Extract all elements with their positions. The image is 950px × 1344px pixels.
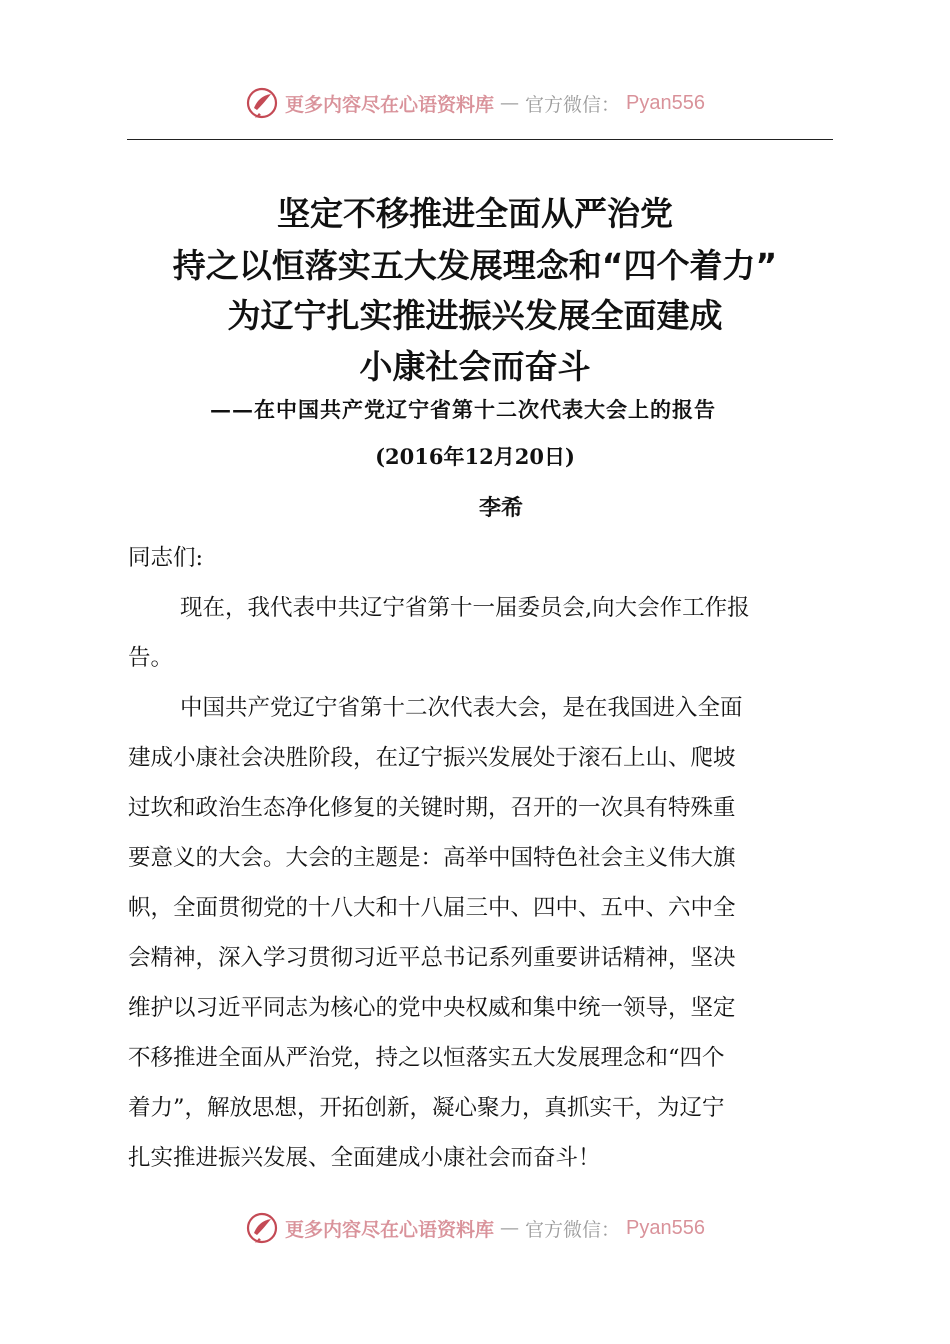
subtitle: ——在中国共产党辽宁省第十二次代表大会上的报告 — [210, 397, 716, 422]
body-line: 现在，我代表中共辽宁省第十一届委员会,向大会作工作报 — [180, 595, 750, 621]
title-line-1: 坚定不移推进全面从严治党 — [277, 194, 673, 233]
title-line-4: 小康社会而奋斗 — [359, 347, 591, 386]
body-line: 扎实推进振兴发展、全面建成小康社会而奋斗！ — [128, 1145, 601, 1171]
watermark-dash: — — [500, 92, 520, 114]
body-line: 着力”，解放思想，开拓创新，凝心聚力，真抓实干，为辽宁 — [128, 1095, 725, 1121]
header-divider — [127, 139, 833, 140]
author-name: 李希 — [478, 495, 523, 521]
body-line: 会精神，深入学习贯彻习近平总书记系列重要讲话精神，坚决 — [128, 945, 736, 971]
body-line: 过坎和政治生态净化修复的关键时期，召开的一次具有特殊重 — [128, 795, 736, 821]
watermark-text: 更多内容尽在心语资料库 — [285, 1218, 495, 1241]
report-date: (2016年12月20日) — [375, 444, 575, 469]
bookmark-logo-icon — [245, 86, 279, 120]
body-line: 不移推进全面从严治党，持之以恒落实五大发展理念和“四个 — [128, 1045, 725, 1071]
watermark-wechat-label: 官方微信： — [525, 93, 621, 116]
title-line-2: 持之以恒落实五大发展理念和“四个着力” — [172, 246, 778, 285]
watermark-wechat-id: Pyan556 — [626, 1216, 705, 1239]
body-line: 帜，全面贯彻党的十八大和十八届三中、四中、五中、六中全 — [128, 895, 736, 921]
body-line: 要意义的大会。大会的主题是：高举中国特色社会主义伟大旗 — [128, 845, 736, 871]
watermark-text: 更多内容尽在心语资料库 — [285, 93, 495, 116]
header-watermark — [0, 86, 950, 120]
watermark-wechat-label: 官方微信： — [525, 1218, 621, 1241]
body-line: 中国共产党辽宁省第十二次代表大会，是在我国进入全面 — [180, 695, 743, 721]
watermark-wechat-id: Pyan556 — [626, 91, 705, 114]
body-line: 建成小康社会决胜阶段，在辽宁振兴发展处于滚石上山、爬坡 — [128, 745, 736, 771]
footer-watermark — [0, 1211, 950, 1245]
body-line: 维护以习近平同志为核心的党中央权威和集中统一领导，坚定 — [128, 995, 736, 1021]
title-line-3: 为辽宁扎实推进振兴发展全面建成 — [227, 296, 723, 335]
salutation: 同志们: — [128, 545, 204, 571]
body-line: 告。 — [128, 645, 174, 671]
bookmark-logo-icon — [245, 1211, 279, 1245]
watermark-dash: — — [500, 1217, 520, 1239]
